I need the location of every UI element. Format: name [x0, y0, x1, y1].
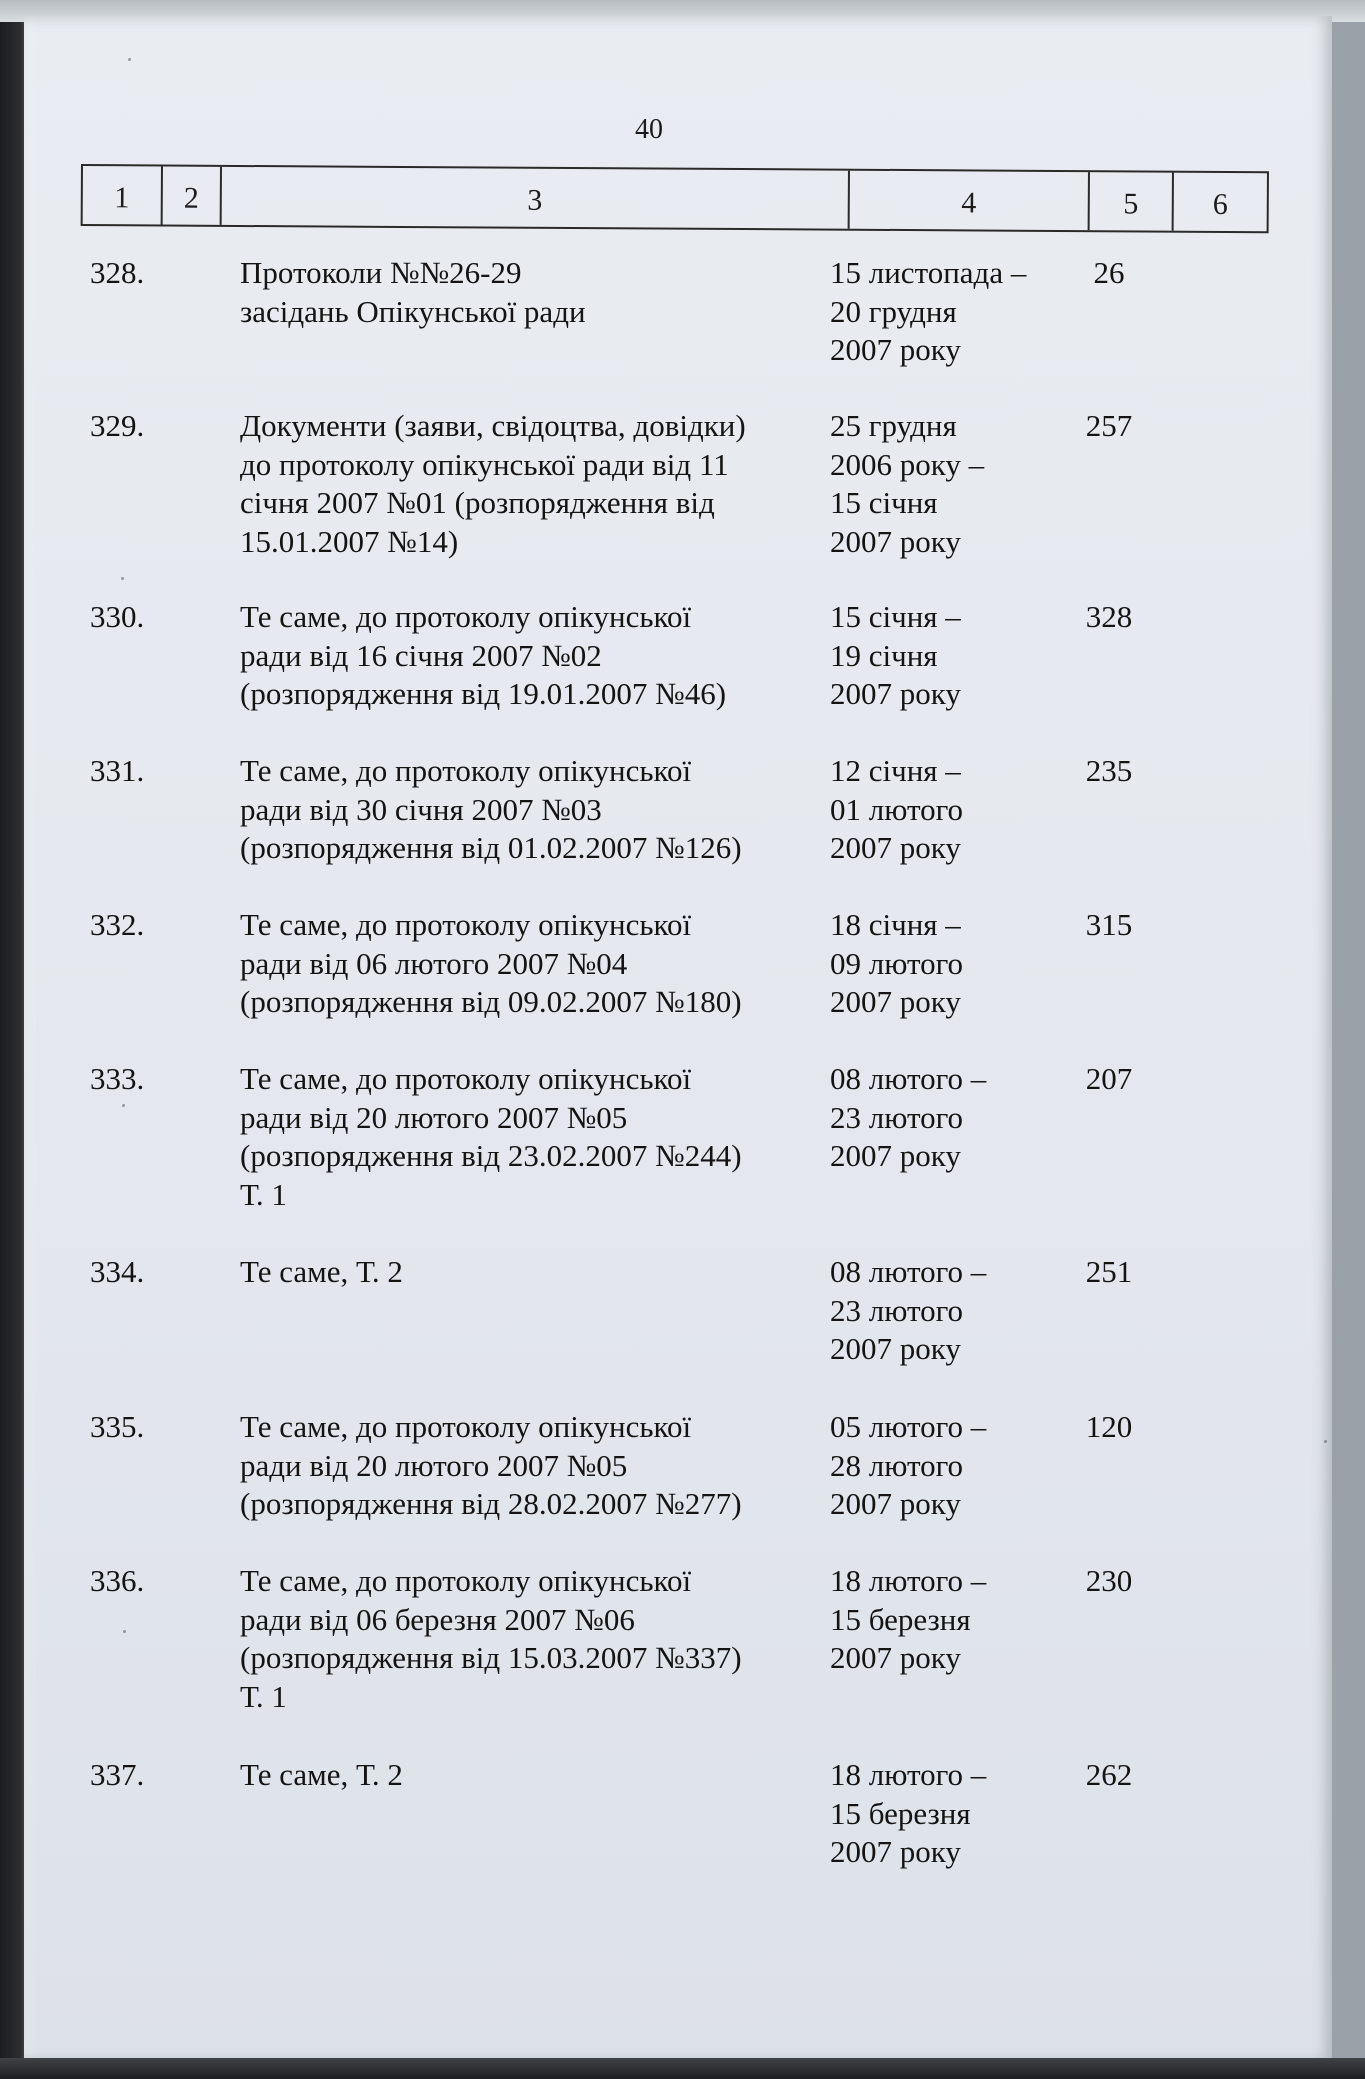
entry-number: 330.: [90, 599, 145, 634]
page-number: 40: [635, 114, 663, 145]
entry-number: 334.: [90, 1254, 145, 1289]
entry-number: 335.: [90, 1409, 145, 1444]
entry-count: 235: [1085, 753, 1133, 788]
entry-number: 329.: [90, 408, 145, 443]
entry-count: 207: [1085, 1061, 1133, 1096]
entry-count: 120: [1085, 1409, 1133, 1444]
entry-number: 332.: [90, 907, 145, 942]
dust-speck: [128, 58, 131, 61]
entry-title: Те саме, Т. 2: [240, 1254, 403, 1289]
entry-dates: 18 січня – 09 лютого 2007 року: [830, 907, 964, 1019]
entry-count: 315: [1085, 907, 1133, 942]
entry-count: 26: [1093, 255, 1125, 290]
entry-count: 257: [1085, 408, 1133, 443]
entry-title: Те саме, до протоколу опікунської ради від 20 лютого 2007 №05 (розпорядження від 23.02.2007 №244) Т. 1: [240, 1061, 742, 1212]
scan-bottom-edge: [0, 2058, 1365, 2079]
entry-dates: 15 січня – 19 січня 2007 року: [830, 599, 961, 711]
entry-number: 328.: [90, 255, 145, 290]
entry-title: Те саме, до протоколу опікунської ради від 30 січня 2007 №03 (розпорядження від 01.02.2007 №126): [240, 753, 742, 865]
header-col-3: 3: [222, 167, 850, 229]
entry-title: Протоколи №№26-29 засідань Опікунської ради: [240, 255, 586, 329]
entry-title: Те саме, до протоколу опікунської ради від 06 березня 2007 №06 (розпорядження від 15.03.2007 №337) Т. 1: [240, 1563, 742, 1714]
entry-dates: 12 січня – 01 лютого 2007 року: [830, 753, 964, 865]
entry-dates: 05 лютого – 28 лютого 2007 року: [830, 1409, 987, 1521]
entry-dates: 18 лютого – 15 березня 2007 року: [830, 1757, 987, 1869]
entry-number: 336.: [90, 1563, 145, 1598]
entry-dates: 18 лютого – 15 березня 2007 року: [830, 1563, 987, 1675]
dust-speck: [1324, 1440, 1327, 1443]
entry-title: Те саме, до протоколу опікунської ради від 20 лютого 2007 №05 (розпорядження від 28.02.2007 №277): [240, 1409, 742, 1521]
entry-dates: 25 грудня 2006 року – 15 січня 2007 року: [830, 408, 985, 559]
entry-dates: 08 лютого – 23 лютого 2007 року: [830, 1254, 987, 1366]
entry-number: 331.: [90, 753, 145, 788]
entry-count: 230: [1085, 1563, 1133, 1598]
bleed-through-text: [84, 531, 91, 569]
entry-count: 328: [1085, 599, 1133, 634]
entry-title: Те саме, до протоколу опікунської ради від 06 лютого 2007 №04 (розпорядження від 09.02.2007 №180): [240, 907, 742, 1019]
header-col-6: 6: [1212, 187, 1228, 222]
entry-title: Те саме, до протоколу опікунської ради від 16 січня 2007 №02 (розпорядження від 19.01.2007 №46): [240, 599, 727, 711]
entry-title: Те саме, Т. 2: [240, 1757, 403, 1792]
header-col-5: 5: [1090, 172, 1174, 231]
dust-speck: [122, 1104, 125, 1107]
header-col-2: 2: [163, 167, 222, 225]
entry-number: 333.: [90, 1061, 145, 1096]
entry-count: 251: [1085, 1254, 1133, 1289]
header-col-1: 1: [83, 166, 163, 224]
bleed-through-text: [84, 681, 91, 719]
entry-dates: 08 лютого – 23 лютого 2007 року: [830, 1061, 987, 1173]
entry-count: 262: [1085, 1757, 1133, 1792]
dust-speck: [121, 577, 124, 580]
column-header-table: [81, 164, 1269, 233]
dust-speck: [123, 1630, 126, 1633]
entry-dates: 15 листопада – 20 грудня 2007 року: [830, 255, 1027, 367]
entry-number: 337.: [90, 1757, 145, 1792]
header-col-4: 4: [850, 171, 1090, 230]
entry-title: Документи (заяви, свідоцтва, довідки) до протоколу опікунської ради від 11 січня 2007 №01 (розпорядження від 15.01.2007 №14): [240, 408, 746, 559]
document-page: [24, 16, 1332, 2062]
